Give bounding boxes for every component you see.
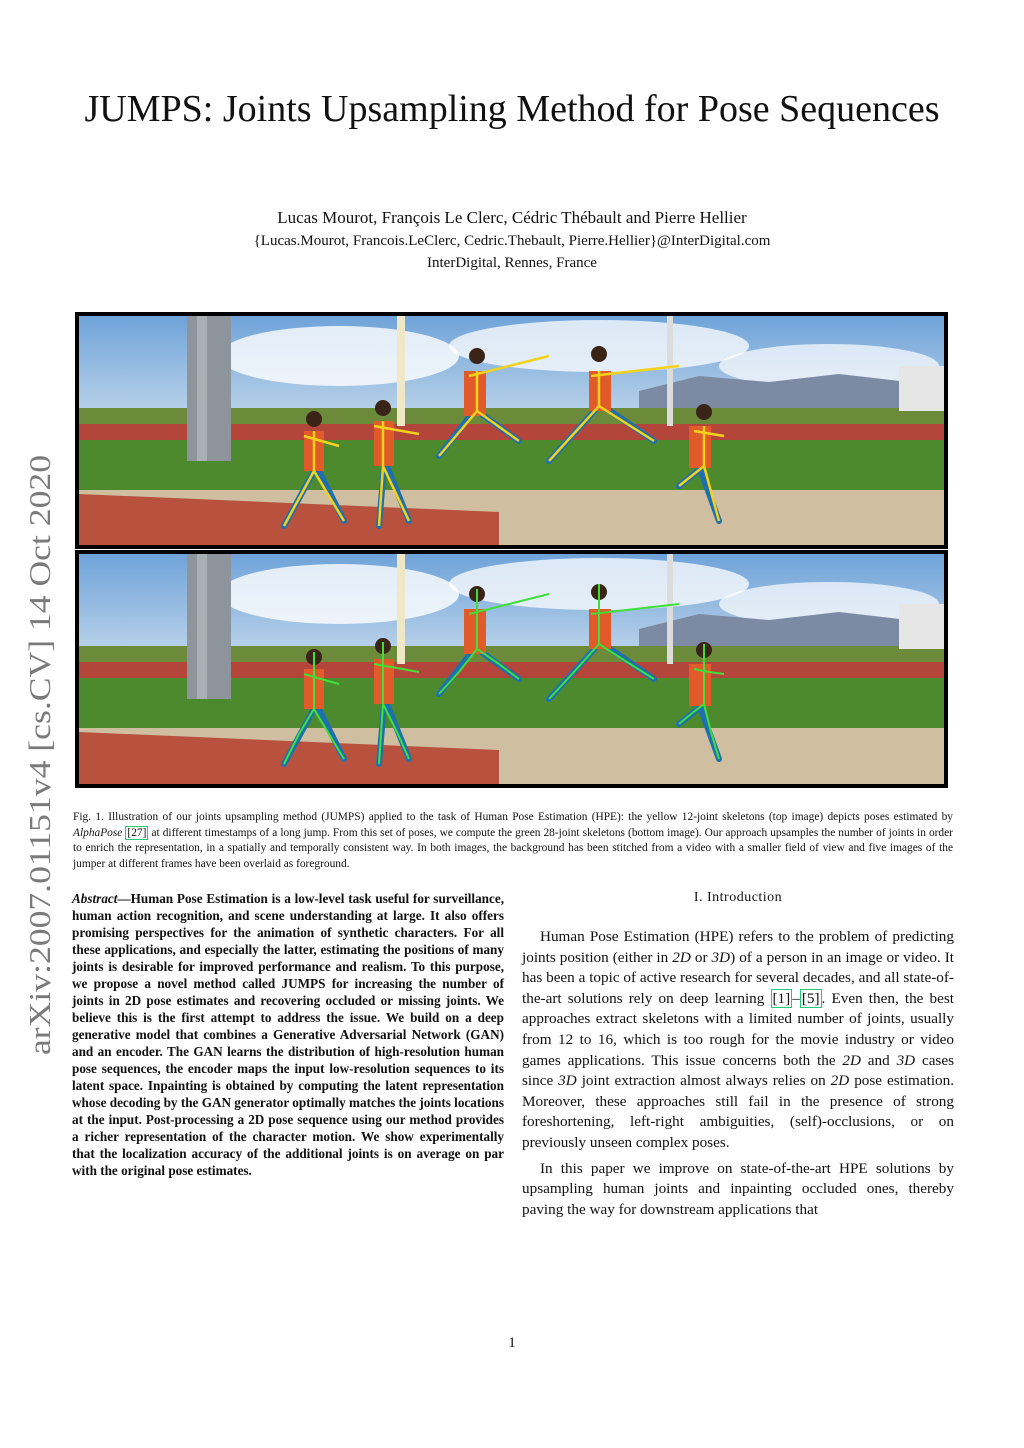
intro-text: pose estimation. Moreover, these approaches still fail in the presence of strong foreshortening, left-right ambiguities, (self)-occlusions, or on previously unseen complex poses. — [522, 1072, 955, 1151]
math-2d: 2D — [830, 1072, 850, 1090]
paper-title: JUMPS: Joints Upsampling Method for Pose Sequences — [84, 88, 940, 130]
long-jump-scene-top — [79, 316, 944, 545]
intro-text: . Even then, the best approaches extract skeletons with a limited number of joints, usually from 12 to 16, which is too rough for the movie industry or video games applications. This issue concerns both the — [522, 989, 955, 1069]
author-list: Lucas Mourot, François Le Clerc, Cédric Thébault and Pierre Hellier — [277, 208, 747, 227]
math-3d: 3D — [896, 1051, 916, 1069]
citation-link-1[interactable]: [1] — [772, 989, 791, 1007]
author-emails: {Lucas.Mourot, Francois.LeClerc, Cedric.Thebault, Pierre.Hellier}@InterDigital.com — [253, 233, 771, 249]
math-2d: 2D — [672, 948, 691, 966]
figure-bottom-panel — [75, 550, 948, 788]
abstract-lead: Abstract — [72, 891, 118, 906]
caption-text-2: at different timestamps of a long jump. From this set of poses, we compute the green 28-joint skeletons (bottom image). Our approach upsamples the number of joints in order to enrich the representation, in a spatially and temporally consistent way. In both images, the background has been stitched from a video with a smaller field of view and five images of the jumper at different frames have been overlaid as foreground. — [73, 826, 953, 870]
page-number: 1 — [508, 1335, 516, 1351]
arxiv-id-text: arXiv:2007.01151v4 [cs.CV] 14 Oct 2020 — [22, 532, 57, 1055]
intro-text: and — [867, 1051, 890, 1069]
abstract-dash: — — [117, 891, 131, 906]
abstract — [72, 890, 504, 1179]
abstract-body: Human Pose Estimation is a low-level task useful for surveillance, human action recognition, and scene understanding at large. It also offers promising perspectives for the animation of synthetic characters. For all these applications, and especially the latter, estimating the positions of many joints is desirable for improved performance and realism. To this purpose, we propose a novel method called JUMPS for increasing the number of joints in 2D pose estimates and recovering occluded or missing joints. We believe this is the first attempt to address the issue. We build on a deep generative model that combines a Generative Adversarial Network (GAN) and an encoder. The GAN learns the distribution of high-resolution human pose sequences, the encoder maps the input low-resolution sequences to its latent space. Inpainting is obtained by computing the latent representation whose decoding by the GAN generator optimally matches the joints locations at the input. Post-processing a 2D pose sequence using our method provides a richer representation of the character motion. We show experimentally that the localization accuracy of the additional joints is on average on par with the original pose estimates. — [72, 891, 504, 1178]
intro-text: joint extraction almost always relies on — [581, 1072, 826, 1090]
caption-label: Fig. 1. — [73, 811, 104, 823]
intro-text: ) of a person in an image or video. It has been a topic of active research for several decades, and all state-of-the-art solutions rely on deep learning — [522, 948, 955, 1007]
citation-link-5[interactable]: [5] — [801, 989, 820, 1007]
figure-caption — [73, 810, 953, 872]
math-3d: 3D — [711, 948, 731, 966]
introduction-body — [522, 927, 954, 1225]
long-jump-scene-bottom — [79, 554, 944, 784]
intro-paragraph-1 — [522, 927, 954, 1154]
caption-text-1: Illustration of our joints upsampling method (JUMPS) applied to the task of Human Pose Estimation (HPE): the yellow 12-joint skeletons (top image) depicts poses estimated by — [108, 811, 954, 823]
cite-dash: – — [792, 989, 800, 1007]
citation-link-27[interactable]: [27] — [127, 826, 147, 839]
caption-alphapose: AlphaPose — [73, 826, 123, 839]
intro-text: cases since — [522, 1051, 954, 1090]
intro-text: or — [694, 948, 708, 966]
intro-paragraph-2: In this paper we improve on state-of-the-art HPE solutions by upsampling human joints and inpainting occluded ones, thereby paving the way for downstream applications that — [522, 1159, 954, 1218]
math-2d: 2D — [842, 1051, 861, 1069]
math-3d: 3D — [558, 1072, 577, 1090]
arxiv-stamp — [14, 450, 64, 1060]
intro-text: Human Pose Estimation (HPE) refers to the problem of predicting joints position (either in — [522, 928, 954, 966]
affiliation: InterDigital, Rennes, France — [427, 255, 597, 271]
figure-top-panel — [75, 312, 948, 549]
section-heading-introduction: I. Introduction — [693, 890, 783, 905]
